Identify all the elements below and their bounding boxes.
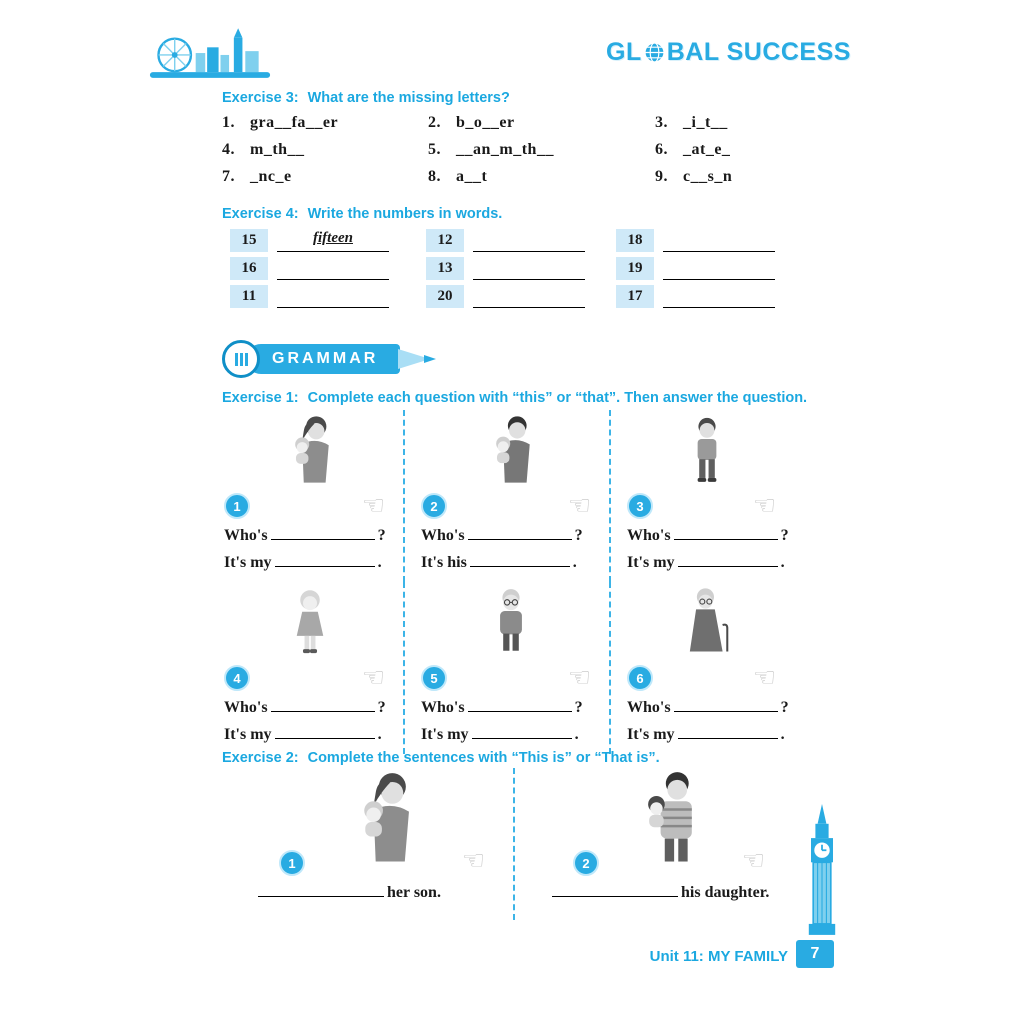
- number-box: 16: [230, 257, 268, 280]
- number-box: 13: [426, 257, 464, 280]
- question-text: Who's: [421, 527, 465, 544]
- answer-text: It's my: [421, 726, 469, 743]
- exercise4-heading: [222, 206, 502, 222]
- item-number-badge: 4: [224, 665, 250, 691]
- exercise1-panel: [403, 410, 609, 582]
- answer-blank: [472, 724, 572, 739]
- question-mark: ?: [780, 699, 789, 716]
- question-text: Who's: [627, 527, 671, 544]
- sentence-text: his daughter.: [681, 884, 770, 901]
- answer-blank: [271, 525, 375, 540]
- answer-line: [473, 257, 585, 280]
- answer-blank: [258, 882, 384, 897]
- missing-letters-item: [428, 114, 655, 132]
- answer-blank: [552, 882, 678, 897]
- question-text: Who's: [421, 699, 465, 716]
- item-number: 8.: [428, 168, 441, 185]
- period: .: [572, 554, 577, 571]
- item-number: 6.: [655, 141, 668, 158]
- period: .: [377, 726, 382, 743]
- exercise2-panel: [513, 768, 793, 920]
- exercise4-label: Exercise 4:: [222, 206, 299, 222]
- number-cell: [426, 228, 616, 252]
- pointing-hand-icon: ☜: [567, 491, 591, 521]
- number-cell: [616, 284, 786, 308]
- exercise2-grid: [255, 768, 800, 920]
- answer-blank: [275, 552, 375, 567]
- answer-blank: [470, 552, 570, 567]
- exercise2-title: Complete the sentences with “This is” or “That is”.: [307, 750, 660, 766]
- pointing-hand-icon: ☜: [752, 663, 776, 693]
- answer-text: It's my: [627, 554, 675, 571]
- exercise4-table: [230, 228, 786, 308]
- figure-mother-with-baby: [224, 414, 395, 492]
- number-box: 11: [230, 285, 268, 308]
- pointing-hand-icon: ☜: [361, 491, 385, 521]
- publisher-skyline-logo: [148, 24, 272, 84]
- answer-line: [224, 724, 395, 744]
- answer-line: [473, 285, 585, 308]
- exercise1-heading: [222, 390, 807, 406]
- pointing-hand-icon: ☜: [461, 846, 485, 876]
- period: .: [377, 554, 382, 571]
- question-text: Who's: [627, 699, 671, 716]
- answer-line: [627, 552, 786, 572]
- footer-unit-title: Unit 11: MY FAMILY: [649, 948, 788, 965]
- answer-line: [627, 724, 786, 744]
- exercise1-panel: [403, 582, 609, 754]
- pencil-point-icon: [424, 355, 436, 363]
- big-ben-tower-illustration: [800, 804, 844, 936]
- item-number-badge: 3: [627, 493, 653, 519]
- handwritten-answer: fifteen: [313, 230, 353, 246]
- exercise1-label: Exercise 1:: [222, 390, 299, 406]
- page-number: 7: [796, 940, 834, 968]
- question-mark: ?: [780, 527, 789, 544]
- sentence-line: [255, 882, 513, 902]
- number-cell: [616, 228, 786, 252]
- number-box: 15: [230, 229, 268, 252]
- answer-line: [421, 552, 601, 572]
- exercise4-title: Write the numbers in words.: [307, 206, 503, 222]
- answer-line: [277, 229, 389, 252]
- pointing-hand-icon: ☜: [361, 663, 385, 693]
- missing-letters-item: [655, 168, 790, 186]
- question-line: [224, 525, 395, 545]
- item-number: 4.: [222, 141, 235, 158]
- number-cell: [230, 228, 426, 252]
- question-line: [627, 697, 789, 717]
- figure-girl: [224, 586, 395, 664]
- sentence-text: her son.: [387, 884, 441, 901]
- answer-blank: [678, 552, 778, 567]
- item-number: 3.: [655, 114, 668, 131]
- missing-letters-item: [222, 168, 428, 186]
- exercise3-items: [222, 114, 790, 186]
- figure-boy: [627, 414, 786, 492]
- item-number-badge: 5: [421, 665, 447, 691]
- answer-blank: [468, 697, 572, 712]
- question-line: [627, 525, 789, 545]
- pointing-hand-icon: ☜: [567, 663, 591, 693]
- answer-blank: [271, 697, 375, 712]
- number-cell: [230, 284, 426, 308]
- answer-text: It's my: [224, 554, 272, 571]
- missing-letters-item: [655, 114, 790, 132]
- item-word: _nc_e: [250, 168, 292, 185]
- answer-text: It's his: [421, 554, 467, 571]
- answer-blank: [468, 525, 572, 540]
- answer-blank: [674, 525, 778, 540]
- period: .: [574, 726, 579, 743]
- answer-line: [663, 257, 775, 280]
- item-word: b_o__er: [456, 114, 515, 131]
- item-number: 5.: [428, 141, 441, 158]
- missing-letters-item: [222, 114, 428, 132]
- number-box: 17: [616, 285, 654, 308]
- question-line: [224, 697, 395, 717]
- item-number-badge: 1: [224, 493, 250, 519]
- number-cell: [616, 256, 786, 280]
- item-word: c__s_n: [683, 168, 733, 185]
- exercise1-panel: [609, 410, 794, 582]
- brand-text-prefix: GL: [606, 38, 642, 66]
- answer-line: [277, 285, 389, 308]
- question-line: [421, 525, 601, 545]
- item-number: 2.: [428, 114, 441, 131]
- question-mark: ?: [574, 699, 583, 716]
- item-number-badge: 2: [421, 493, 447, 519]
- exercise3-label: Exercise 3:: [222, 90, 299, 106]
- pointing-hand-icon: ☜: [752, 491, 776, 521]
- question-mark: ?: [377, 527, 386, 544]
- item-number-badge: 6: [627, 665, 653, 691]
- item-number: 9.: [655, 168, 668, 185]
- brand-text-suffix: BAL SUCCESS: [666, 38, 851, 66]
- number-box: 20: [426, 285, 464, 308]
- item-word: _i_t__: [683, 114, 728, 131]
- item-number-badge: 2: [573, 850, 599, 876]
- period: .: [780, 554, 785, 571]
- answer-line: [277, 257, 389, 280]
- answer-line: [224, 552, 395, 572]
- item-word: _at_e_: [683, 141, 731, 158]
- answer-blank: [275, 724, 375, 739]
- exercise1-title: Complete each question with “this” or “that”. Then answer the question.: [307, 390, 808, 406]
- grammar-bars-icon: [222, 340, 260, 378]
- exercise1-panel: [609, 582, 794, 754]
- pointing-hand-icon: ☜: [741, 846, 765, 876]
- item-word: a__t: [456, 168, 488, 185]
- question-text: Who's: [224, 527, 268, 544]
- figure-grandmother: [627, 586, 786, 664]
- number-box: 19: [616, 257, 654, 280]
- question-text: Who's: [224, 699, 268, 716]
- number-cell: [230, 256, 426, 280]
- missing-letters-item: [655, 141, 790, 159]
- answer-line: [421, 724, 601, 744]
- figure-grandfather: [421, 586, 601, 664]
- missing-letters-item: [222, 141, 428, 159]
- number-cell: [426, 256, 616, 280]
- figure-father-with-baby: [421, 414, 601, 492]
- globe-icon: [643, 41, 666, 64]
- answer-blank: [678, 724, 778, 739]
- grammar-banner: [222, 342, 436, 376]
- missing-letters-item: [428, 168, 655, 186]
- answer-line: [663, 229, 775, 252]
- number-box: 18: [616, 229, 654, 252]
- period: .: [780, 726, 785, 743]
- exercise2-heading: [222, 750, 660, 766]
- number-cell: [426, 284, 616, 308]
- sentence-line: [549, 882, 793, 902]
- answer-text: It's my: [224, 726, 272, 743]
- answer-line: [473, 229, 585, 252]
- grammar-banner-title: GRAMMAR: [246, 344, 400, 374]
- question-line: [421, 697, 601, 717]
- brand-logo: [606, 38, 851, 67]
- exercise1-panel: [222, 410, 403, 582]
- item-word: m_th__: [250, 141, 305, 158]
- item-number: 7.: [222, 168, 235, 185]
- item-word: __an_m_th__: [456, 141, 554, 158]
- exercise1-grid: [222, 410, 794, 754]
- item-number: 1.: [222, 114, 235, 131]
- question-mark: ?: [377, 699, 386, 716]
- number-box: 12: [426, 229, 464, 252]
- answer-line: [663, 285, 775, 308]
- exercise2-label: Exercise 2:: [222, 750, 299, 766]
- item-word: gra__fa__er: [250, 114, 339, 131]
- question-mark: ?: [574, 527, 583, 544]
- exercise1-panel: [222, 582, 403, 754]
- item-number-badge: 1: [279, 850, 305, 876]
- missing-letters-item: [428, 141, 655, 159]
- answer-text: It's my: [627, 726, 675, 743]
- exercise3-title: What are the missing letters?: [307, 90, 510, 106]
- answer-blank: [674, 697, 778, 712]
- exercise3-heading: [222, 90, 510, 106]
- exercise2-panel: [255, 768, 513, 920]
